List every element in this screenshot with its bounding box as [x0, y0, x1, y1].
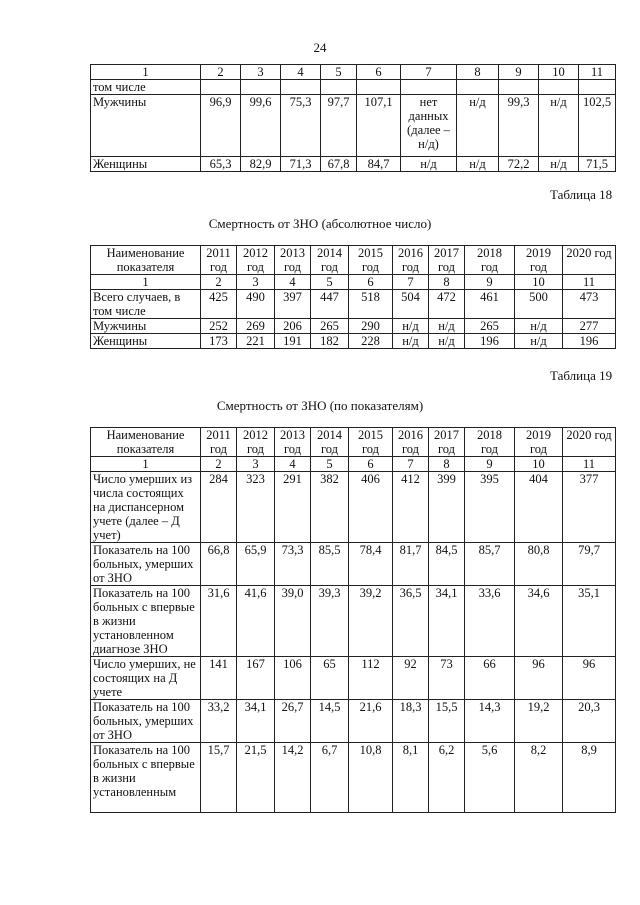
table-cell: [201, 80, 241, 95]
header-cell: 2015 год: [349, 428, 393, 457]
table-cell: 399: [429, 472, 465, 543]
col-number: 8: [429, 457, 465, 472]
row-label: Показатель на 100 больных с впервые в жизни установленным: [91, 743, 201, 813]
table-cell: 15,7: [201, 743, 237, 813]
table-cell: 412: [393, 472, 429, 543]
header-cell: 2019 год: [515, 428, 563, 457]
table-cell: 21,6: [349, 700, 393, 743]
table-cell: [321, 80, 357, 95]
table-row: [91, 657, 616, 700]
row-label: Показатель на 100 больных с впервые в жизни установленном диагнозе ЗНО: [91, 586, 201, 657]
table-cell: 107,1: [357, 95, 401, 157]
table-cell: 10,8: [349, 743, 393, 813]
table-cell: 404: [515, 472, 563, 543]
table-cell: 377: [563, 472, 616, 543]
table-cell: 73,3: [275, 543, 311, 586]
table-cell: 8,2: [515, 743, 563, 813]
header-cell: 2019 год: [515, 246, 563, 275]
header-cell: 2020 год: [563, 428, 616, 457]
table-cell: 277: [563, 319, 616, 334]
table-cell: 406: [349, 472, 393, 543]
column-number-row: [91, 65, 616, 80]
table-row: [91, 543, 616, 586]
table-cell: 19,2: [515, 700, 563, 743]
header-cell: 2016 год: [393, 428, 429, 457]
header-cell: 2014 год: [311, 428, 349, 457]
table-cell: 84,7: [357, 157, 401, 172]
col-number: 9: [499, 65, 539, 80]
col-number: 10: [539, 65, 579, 80]
table-18-caption: Таблица 18: [550, 187, 613, 202]
table-cell: 80,8: [515, 543, 563, 586]
table-cell: 102,5: [579, 95, 616, 157]
col-number: 1: [91, 275, 201, 290]
col-number: 2: [201, 275, 237, 290]
table-cell: 14,3: [465, 700, 515, 743]
table-cell: 33,6: [465, 586, 515, 657]
col-number: 7: [393, 275, 429, 290]
col-number: 4: [275, 457, 311, 472]
table-cell: н/д: [539, 157, 579, 172]
table-cell: 78,4: [349, 543, 393, 586]
table-cell: 96,9: [201, 95, 241, 157]
col-number: 1: [91, 457, 201, 472]
header-cell: 2017 год: [429, 246, 465, 275]
table-cell: 382: [311, 472, 349, 543]
table-18-title: Смертность от ЗНО (абсолютное число): [208, 216, 432, 231]
table-cell: 34,1: [237, 700, 275, 743]
col-number: 3: [237, 457, 275, 472]
table-cell: 173: [201, 334, 237, 349]
table-cell: 66,8: [201, 543, 237, 586]
col-number: 9: [465, 457, 515, 472]
table-18: [90, 245, 616, 349]
table-cell: 518: [349, 290, 393, 319]
col-number: 5: [311, 275, 349, 290]
header-row: [91, 246, 616, 275]
table-cell: 221: [237, 334, 275, 349]
table-cell: 196: [465, 334, 515, 349]
table-cell: 196: [563, 334, 616, 349]
table-cell: 31,6: [201, 586, 237, 657]
header-cell: 2018 год: [465, 428, 515, 457]
header-cell: 2014 год: [311, 246, 349, 275]
table-cell: 26,7: [275, 700, 311, 743]
table-cell: 206: [275, 319, 311, 334]
table-cell: 72,2: [499, 157, 539, 172]
header-cell: 2015 год: [349, 246, 393, 275]
col-number: 5: [321, 65, 357, 80]
table-cell: 21,5: [237, 743, 275, 813]
table-cell: 500: [515, 290, 563, 319]
col-number: 8: [457, 65, 499, 80]
table-row: [91, 80, 616, 95]
table-cell: 99,6: [241, 95, 281, 157]
col-number: 5: [311, 457, 349, 472]
table-cell: н/д: [515, 319, 563, 334]
table-cell: 85,7: [465, 543, 515, 586]
table-cell: 290: [349, 319, 393, 334]
table-19-caption: Таблица 19: [550, 368, 613, 383]
table-cell: 8,1: [393, 743, 429, 813]
col-number: 8: [429, 275, 465, 290]
header-cell: 2013 год: [275, 428, 311, 457]
table-cell: [401, 80, 457, 95]
table-cell: 39,3: [311, 586, 349, 657]
row-label: Число умерших из числа состоящих на диспансерном учете (далее – Д учет): [91, 472, 201, 543]
table-cell: 472: [429, 290, 465, 319]
table-19-title: Смертность от ЗНО (по показателям): [216, 398, 424, 413]
table-cell: 395: [465, 472, 515, 543]
table-cell: н/д: [393, 334, 429, 349]
header-row: [91, 428, 616, 457]
table-row: [91, 290, 616, 319]
table-row: [91, 157, 616, 172]
table-cell: н/д: [515, 334, 563, 349]
table-cell: 75,3: [281, 95, 321, 157]
header-cell: 2013 год: [275, 246, 311, 275]
header-cell: 2012 год: [237, 246, 275, 275]
table-cell: 39,2: [349, 586, 393, 657]
table-cell: 65,3: [201, 157, 241, 172]
table-cell: 265: [465, 319, 515, 334]
col-number: 11: [579, 65, 616, 80]
table-cell: 41,6: [237, 586, 275, 657]
continued-table: [90, 64, 616, 172]
table-cell: 397: [275, 290, 311, 319]
table-cell: 34,6: [515, 586, 563, 657]
table-cell: 97,7: [321, 95, 357, 157]
table-cell: н/д: [539, 95, 579, 157]
col-number: 6: [357, 65, 401, 80]
table-cell: 71,3: [281, 157, 321, 172]
header-cell: 2011 год: [201, 428, 237, 457]
table-cell: 84,5: [429, 543, 465, 586]
table-cell: 14,2: [275, 743, 311, 813]
table-cell: 20,3: [563, 700, 616, 743]
table-cell: 96: [563, 657, 616, 700]
table-cell: 5,6: [465, 743, 515, 813]
col-number: 1: [91, 65, 201, 80]
table-cell: н/д: [429, 319, 465, 334]
table-row: [91, 334, 616, 349]
row-label: Показатель на 100 больных, умерших от ЗНО: [91, 700, 201, 743]
table-cell: 71,5: [579, 157, 616, 172]
table-cell: 36,5: [393, 586, 429, 657]
col-number: 6: [349, 457, 393, 472]
table-cell: 92: [393, 657, 429, 700]
table-cell: 284: [201, 472, 237, 543]
row-label: Мужчины: [91, 319, 201, 334]
header-cell: 2018 год: [465, 246, 515, 275]
row-label: Мужчины: [91, 95, 201, 157]
col-number: 11: [563, 457, 616, 472]
table-cell: 473: [563, 290, 616, 319]
table-cell: 461: [465, 290, 515, 319]
table-cell: 8,9: [563, 743, 616, 813]
column-number-row: [91, 275, 616, 290]
header-cell: Наименование показателя: [91, 246, 201, 275]
table-cell: 323: [237, 472, 275, 543]
col-number: 3: [241, 65, 281, 80]
header-cell: 2020 год: [563, 246, 616, 275]
table-cell: н/д: [429, 334, 465, 349]
table-cell: 228: [349, 334, 393, 349]
table-cell: 447: [311, 290, 349, 319]
table-cell: 39,0: [275, 586, 311, 657]
table-19: [90, 427, 616, 813]
table-cell: 81,7: [393, 543, 429, 586]
col-number: 11: [563, 275, 616, 290]
table-cell: н/д: [457, 157, 499, 172]
table-cell: 182: [311, 334, 349, 349]
table-cell: 265: [311, 319, 349, 334]
table-cell: 65: [311, 657, 349, 700]
table-cell: 14,5: [311, 700, 349, 743]
table-cell: н/д: [393, 319, 429, 334]
table-row: [91, 472, 616, 543]
table-cell: [241, 80, 281, 95]
row-label: Женщины: [91, 157, 201, 172]
col-number: 4: [281, 65, 321, 80]
table-cell: 490: [237, 290, 275, 319]
table-row: [91, 319, 616, 334]
header-cell: 2016 год: [393, 246, 429, 275]
table-cell: 15,5: [429, 700, 465, 743]
col-number: 10: [515, 457, 563, 472]
table-cell: [281, 80, 321, 95]
col-number: 3: [237, 275, 275, 290]
col-number: 7: [401, 65, 457, 80]
table-row: [91, 743, 616, 813]
header-cell: 2017 год: [429, 428, 465, 457]
table-cell: 34,1: [429, 586, 465, 657]
table-cell: [539, 80, 579, 95]
col-number: 7: [393, 457, 429, 472]
col-number: 10: [515, 275, 563, 290]
col-number: 2: [201, 65, 241, 80]
table-cell: 191: [275, 334, 311, 349]
table-cell: 18,3: [393, 700, 429, 743]
table-cell: 252: [201, 319, 237, 334]
header-cell: Наименование показателя: [91, 428, 201, 457]
table-cell: 504: [393, 290, 429, 319]
row-label: Женщины: [91, 334, 201, 349]
table-cell: 112: [349, 657, 393, 700]
col-number: 4: [275, 275, 311, 290]
table-row: [91, 700, 616, 743]
table-cell: [579, 80, 616, 95]
table-row: [91, 586, 616, 657]
table-cell: н/д: [457, 95, 499, 157]
table-cell: 291: [275, 472, 311, 543]
table-cell: 99,3: [499, 95, 539, 157]
table-cell: 65,9: [237, 543, 275, 586]
table-cell: 67,8: [321, 157, 357, 172]
table-cell: 79,7: [563, 543, 616, 586]
table-cell: 269: [237, 319, 275, 334]
col-number: 9: [465, 275, 515, 290]
table-cell: 85,5: [311, 543, 349, 586]
col-number: 2: [201, 457, 237, 472]
table-cell: 33,2: [201, 700, 237, 743]
header-cell: 2011 год: [201, 246, 237, 275]
table-cell: нет данных (далее – н/д): [401, 95, 457, 157]
table-cell: 66: [465, 657, 515, 700]
table-cell: 6,7: [311, 743, 349, 813]
row-label: Число умерших, не состоящих на Д учете: [91, 657, 201, 700]
table-cell: 167: [237, 657, 275, 700]
row-label: Показатель на 100 больных, умерших от ЗНО: [91, 543, 201, 586]
table-cell: 425: [201, 290, 237, 319]
table-cell: 141: [201, 657, 237, 700]
row-label: Всего случаев, в том числе: [91, 290, 201, 319]
column-number-row: [91, 457, 616, 472]
table-cell: [457, 80, 499, 95]
row-label: том числе: [91, 80, 201, 95]
header-cell: 2012 год: [237, 428, 275, 457]
table-cell: 73: [429, 657, 465, 700]
table-cell: 106: [275, 657, 311, 700]
table-cell: 35,1: [563, 586, 616, 657]
table-cell: н/д: [401, 157, 457, 172]
col-number: 6: [349, 275, 393, 290]
page-number: 24: [313, 40, 327, 55]
table-row: [91, 95, 616, 157]
table-cell: [357, 80, 401, 95]
table-cell: 96: [515, 657, 563, 700]
table-cell: 82,9: [241, 157, 281, 172]
table-cell: 6,2: [429, 743, 465, 813]
table-cell: [499, 80, 539, 95]
